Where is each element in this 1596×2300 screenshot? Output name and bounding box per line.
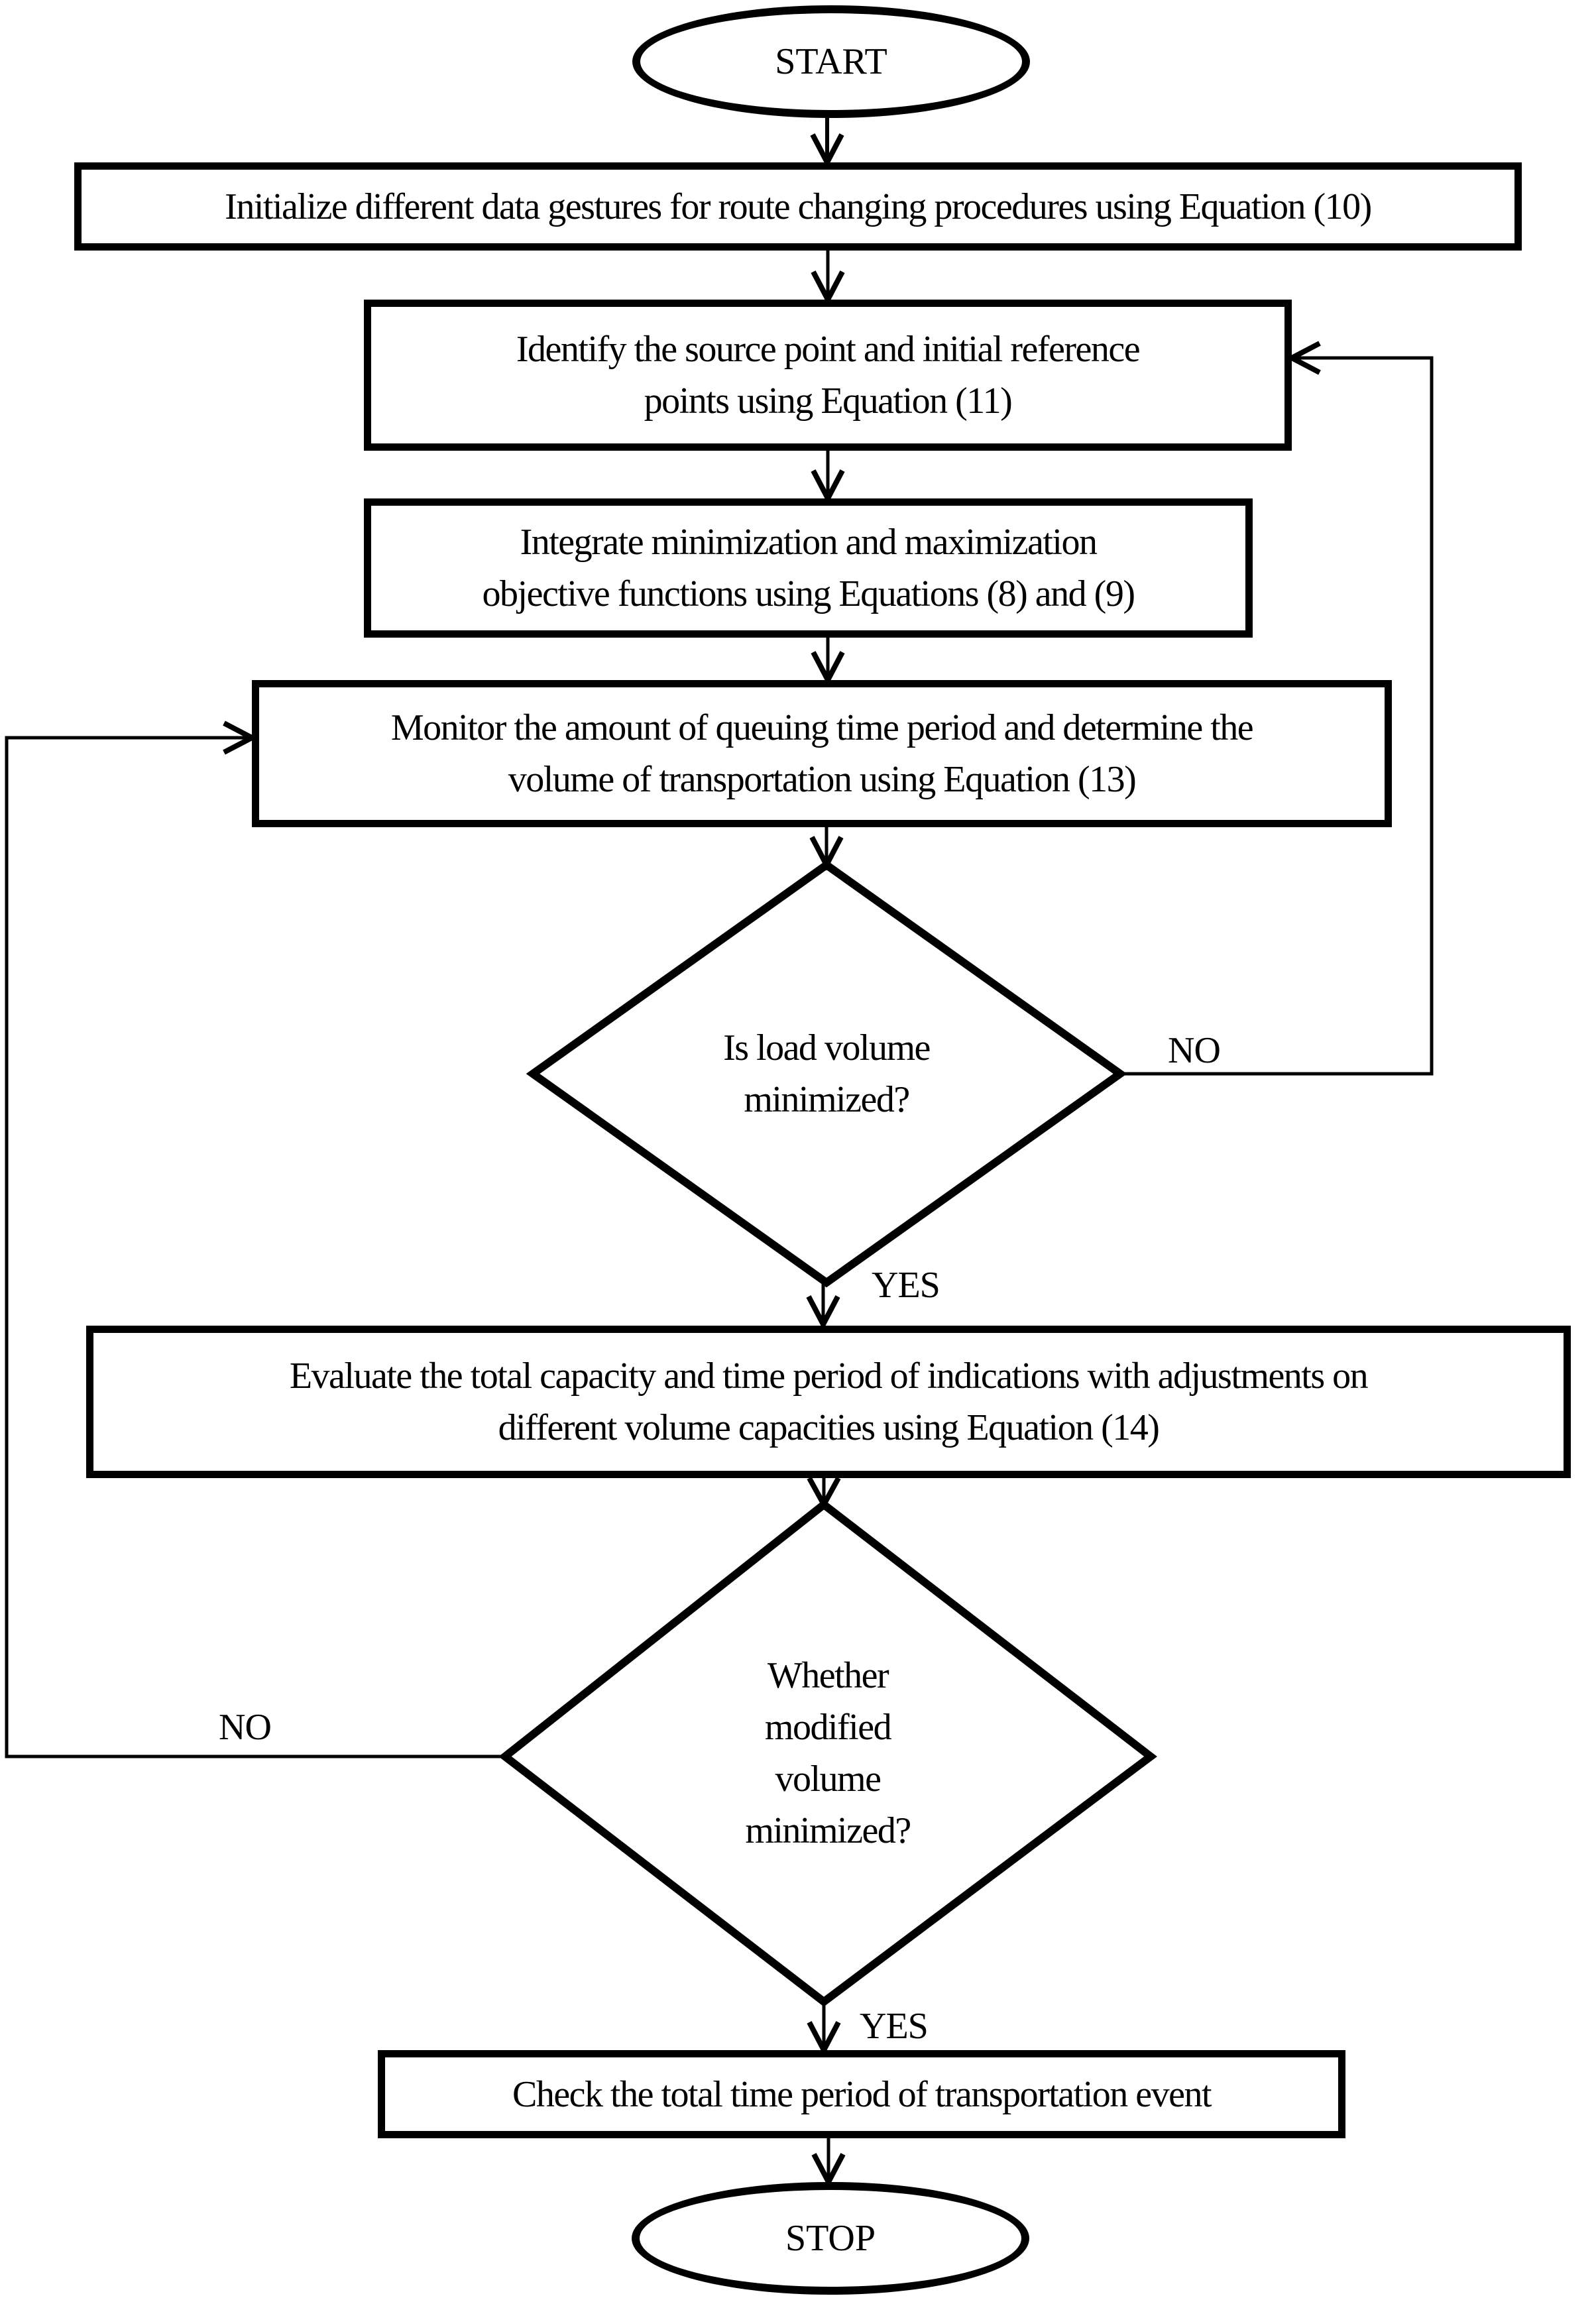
process-evaluate-text-line1: Evaluate the total capacity and time period of indications with adjustments on xyxy=(289,1355,1368,1397)
process-initialize xyxy=(74,162,1522,251)
terminal-start xyxy=(632,5,1030,118)
process-integrate-text-line2: objective functions using Equations (8) and (9) xyxy=(482,573,1135,614)
arrow-integrate-to-monitor xyxy=(813,638,842,680)
terminal-stop-label: STOP xyxy=(785,2218,876,2259)
process-check xyxy=(378,2050,1345,2138)
process-evaluate-text-line2: different volume capacities using Equation (14) xyxy=(498,1407,1159,1448)
process-identify-text-line1: Identify the source point and initial reference xyxy=(516,329,1140,370)
arrow-initialize-to-identify xyxy=(813,251,842,300)
label-modified-volume-no: NO xyxy=(219,1707,271,1748)
decision-modified-volume-line4: minimized? xyxy=(745,1810,911,1851)
terminal-start-label: START xyxy=(775,41,887,82)
label-load-volume-yes: YES xyxy=(872,1265,940,1306)
process-check-text: Check the total time period of transportation event xyxy=(512,2073,1212,2115)
process-monitor-text-line1: Monitor the amount of queuing time period and determine the xyxy=(390,707,1253,748)
decision-load-volume-line1: Is load volume xyxy=(723,1027,930,1068)
process-identify xyxy=(364,300,1292,451)
decision-load-volume-text xyxy=(533,865,1120,1283)
label-modified-volume-yes: YES xyxy=(860,2006,928,2047)
arrow-evaluate-to-modified-volume xyxy=(809,1478,838,1505)
process-monitor-text-line2: volume of transportation using Equation (13) xyxy=(508,759,1136,800)
decision-modified-volume-line1: Whether xyxy=(767,1655,889,1696)
process-integrate-text-line1: Integrate minimization and maximization xyxy=(520,522,1097,563)
arrow-check-to-stop xyxy=(814,2138,843,2182)
decision-modified-volume-line3: volume xyxy=(775,1758,881,1800)
terminal-stop xyxy=(632,2182,1029,2295)
process-monitor xyxy=(252,680,1392,827)
arrow-start-to-initialize xyxy=(813,117,842,162)
arrow-modified-volume-yes xyxy=(809,2002,838,2050)
arrow-identify-to-integrate xyxy=(813,451,842,498)
process-integrate xyxy=(364,498,1253,638)
decision-modified-volume-line2: modified xyxy=(764,1707,891,1748)
label-load-volume-no: NO xyxy=(1168,1030,1220,1071)
decision-modified-volume-text xyxy=(505,1505,1151,2002)
process-evaluate xyxy=(86,1326,1571,1478)
process-initialize-text: Initialize different data gestures for route changing procedures using Equation (10) xyxy=(225,186,1371,227)
process-identify-text-line2: points using Equation (11) xyxy=(644,380,1012,422)
arrow-monitor-to-load-volume xyxy=(812,827,841,865)
decision-load-volume-line2: minimized? xyxy=(744,1079,909,1120)
loop-modified-volume-no xyxy=(7,723,505,1756)
arrow-load-volume-yes xyxy=(809,1283,838,1324)
